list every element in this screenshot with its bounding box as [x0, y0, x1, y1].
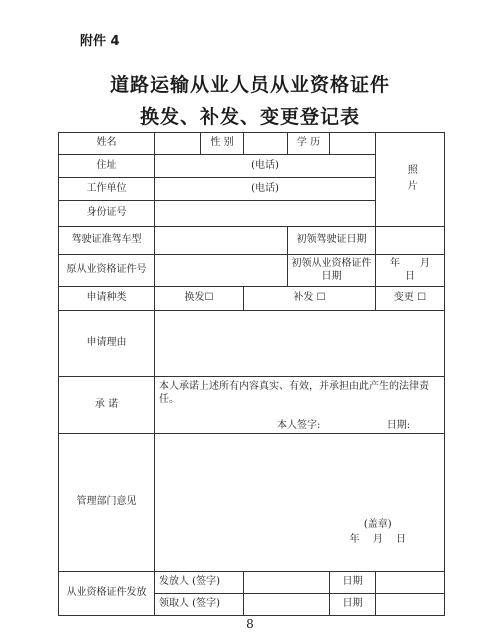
page-number: 8	[246, 617, 254, 631]
education-label: 学 历	[288, 133, 330, 155]
receiver-label: 领取人 (签字)	[155, 593, 244, 615]
address-field[interactable]	[155, 155, 376, 178]
pledge-text: 本人承诺上述所有内容真实、有效，并承担由此产生的法律责任。	[159, 381, 429, 405]
receiver-date-label: 日期	[330, 593, 376, 615]
address-label: 住址	[59, 155, 155, 178]
seal-label: (盖章)	[363, 518, 392, 530]
issuer-sign-field[interactable]	[244, 571, 330, 593]
work-unit-phone-note: (电话)	[251, 182, 279, 194]
work-unit-label: 工作单位	[59, 178, 155, 201]
issuer-date-label: 日期	[330, 571, 376, 593]
seal-date: 年 月 日	[349, 533, 406, 545]
seal-block	[350, 517, 406, 547]
issue-label: 从业资格证件发放	[59, 571, 155, 615]
form-title-line2: 换发、补发、变更登记表	[139, 106, 360, 128]
license-type-field[interactable]	[155, 227, 288, 255]
option-change[interactable]: 变更 ☐	[376, 287, 445, 311]
form-title-line1: 道路运输从业人员从业资格证件	[109, 74, 390, 96]
dept-opinion-field[interactable]	[155, 433, 445, 571]
gender-field[interactable]	[244, 133, 288, 155]
id-number-label: 身份证号	[59, 201, 155, 227]
pledge-sign-label[interactable]: 本人签字:	[277, 420, 321, 431]
receiver-date-field[interactable]	[376, 593, 445, 615]
first-cert-date-field[interactable]: 年 月 日	[376, 255, 445, 287]
apply-reason-label: 申请理由	[59, 311, 155, 377]
first-cert-date-label: 初领从业资格证件日期	[288, 255, 376, 287]
first-license-date-field[interactable]	[376, 227, 445, 255]
registration-form-table	[58, 132, 450, 616]
orig-cert-label: 原从业资格证件号	[59, 255, 155, 287]
pledge-date-label[interactable]: 日期:	[386, 420, 411, 431]
pledge-label: 承 诺	[59, 377, 155, 434]
name-label: 姓名	[59, 133, 155, 155]
gender-label: 性 别	[201, 133, 244, 155]
option-renew[interactable]: 换发☐	[155, 287, 244, 311]
issuer-date-field[interactable]	[376, 571, 445, 593]
name-field[interactable]	[155, 133, 201, 155]
id-number-field[interactable]	[155, 201, 376, 227]
apply-type-label: 申请种类	[59, 287, 155, 311]
issuer-label: 发放人 (签字)	[155, 571, 244, 593]
photo-cell[interactable]	[376, 133, 445, 227]
license-type-label: 驾驶证准驾车型	[59, 227, 155, 255]
orig-cert-field[interactable]	[155, 255, 288, 287]
receiver-sign-field[interactable]	[244, 593, 330, 615]
work-unit-field[interactable]	[155, 178, 376, 201]
address-phone-note: (电话)	[251, 159, 279, 171]
first-license-date-label: 初领驾驶证日期	[288, 227, 376, 255]
pledge-cell	[155, 377, 445, 434]
attachment-label: 附件 4	[80, 34, 120, 49]
education-field[interactable]	[330, 133, 376, 155]
dept-opinion-label: 管理部门意见	[59, 433, 155, 571]
photo-label: 照片	[405, 163, 417, 196]
apply-reason-field[interactable]	[155, 311, 445, 377]
option-reissue[interactable]: 补发 ☐	[244, 287, 376, 311]
